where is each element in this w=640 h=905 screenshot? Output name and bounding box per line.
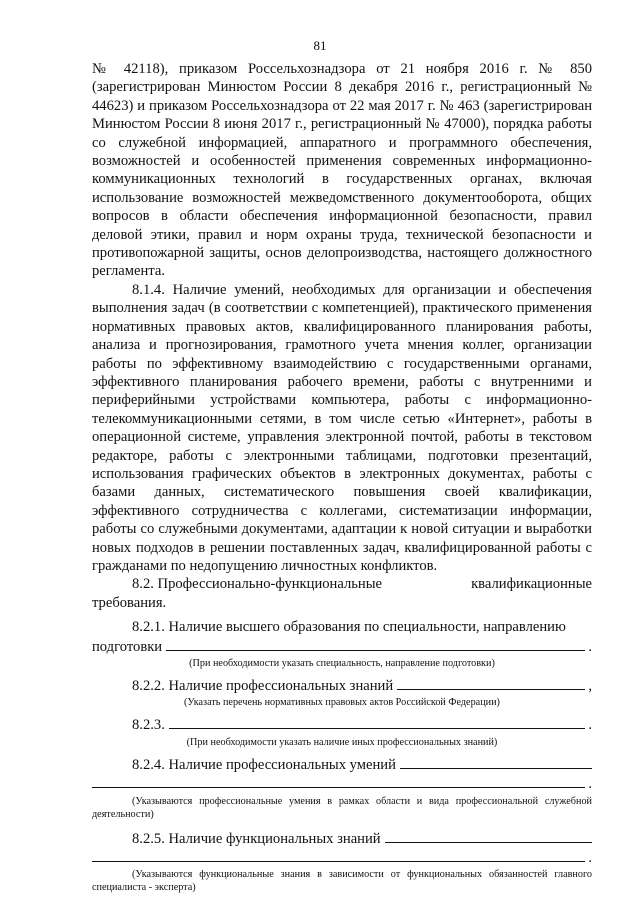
item-8-2-5-fill-line-2[interactable] — [92, 848, 585, 862]
line-period: . — [588, 638, 592, 655]
item-8-2-2-fill-line[interactable] — [397, 676, 585, 690]
item-8-2-4-fill-line-2[interactable] — [92, 774, 585, 788]
item-8-2-4-second-row — [92, 774, 592, 793]
item-8-2-1-label: подготовки — [92, 638, 163, 655]
item-8-2-5-label: 8.2.5. Наличие функциональных знаний — [132, 830, 381, 847]
item-8-2-3-fill-line[interactable] — [169, 715, 586, 729]
paragraph-skills-8-1-4: 8.1.4. Наличие умений, необходимых для организации и обеспечения выполнения задач (в соответствии с компетенцией), практического применения нормативных правовых актов, квалифицированного планирования работы, анализа и прогнозирования, грамотного учета мнения коллег, организации работы по эффективному взаимодействию с государственными органами, эффективного планирования рабочего времени, работы с внутренними и периферийными устройствами компьютера, работы с информационно-телекоммуникационными сетями, в том числе сетью «Интернет», работы в операционной системе, управления электронной почтой, работы в текстовом редакторе, работы с электронными таблицами, подготовки презентаций, использования графических объектов в электронных документах, работы с базами данных, систематического повышения своей квалификации, эффективного сотрудничества с коллегами, систематизации информации, работы со служебными документами, адаптации к новой ситуации и выработки новых подходов в решении поставленных задач, квалифицированной работы с гражданами по недопущению личностных конфликтов. — [92, 281, 592, 574]
item-8-2-2-note: (Указать перечень нормативных правовых актов Российской Федерации) — [184, 697, 500, 709]
paragraph-legal-knowledge: № 42118), приказом Россельхознадзора от 21 ноября 2016 г. № 850 (зарегистрирован Минюстом России 8 декабря 2016 г., регистрационный № 44623) и приказом Россельхознадзора от 22 мая 2017 г. № 463 (зарегистрирован Минюстом России 8 июня 2017 г., регистрационный № 47000), порядка работы со служебной информацией, аппаратного и программного обеспечения, возможностей и особенностей применения современных информационно-коммуникационных технологий в государственных органах, включая использование возможностей межведомственного документооборота, общих вопросов в области обеспечения информационной безопасности, правил деловой этики, правил и норм охраны труда, технической безопасности и противопожарной защиты, основ делопроизводства, настоящего должностного регламента. — [92, 61, 592, 280]
item-8-2-2-label: 8.2.2. Наличие профессиональных знаний — [132, 678, 394, 694]
item-8-2-5-fill-line[interactable] — [385, 829, 592, 843]
section-heading-tail: требования. — [92, 594, 167, 611]
section-heading-8-2 — [92, 575, 592, 593]
page-number: 81 — [313, 38, 327, 53]
line-period: . — [588, 850, 592, 867]
item-8-2-3-label: 8.2.3. — [132, 717, 165, 734]
item-8-2-4-field-row — [92, 755, 592, 774]
item-8-2-5-second-row — [92, 848, 592, 867]
item-8-2-3-field-row — [92, 715, 592, 734]
item-8-2-4-label: 8.2.4. Наличие профессиональных умений — [132, 756, 396, 773]
item-8-2-4-fill-line[interactable] — [400, 755, 592, 769]
item-8-2-2-field-row — [92, 676, 592, 695]
item-8-2-1-field-row — [92, 637, 592, 656]
document-body — [92, 60, 592, 894]
item-8-2-1-note: (При необходимости указать специальность, направление подготовки) — [189, 658, 495, 669]
item-8-2-5-note: (Указываются функциональные знания в зависимости от функциональных обязанностей главного специалиста - эксперта) — [92, 869, 592, 894]
item-8-2-5-field-row — [92, 829, 592, 848]
section-heading-right: квалификационные — [471, 576, 592, 593]
section-heading-left: 8.2. Профессионально-функциональные — [132, 576, 383, 593]
item-8-2-1-fill-line[interactable] — [166, 637, 585, 651]
item-8-2-1-text: 8.2.1. Наличие высшего образования по специальности, направлению — [132, 619, 566, 636]
line-period: . — [588, 717, 592, 734]
item-8-2-4-note: (Указываются профессиональные умения в рамках области и вида профессиональной служебной деятельности) — [92, 795, 592, 820]
line-comma: , — [588, 678, 592, 694]
item-8-2-3-note: (При необходимости указать наличие иных профессиональных знаний) — [186, 736, 498, 748]
line-period: . — [588, 776, 592, 793]
